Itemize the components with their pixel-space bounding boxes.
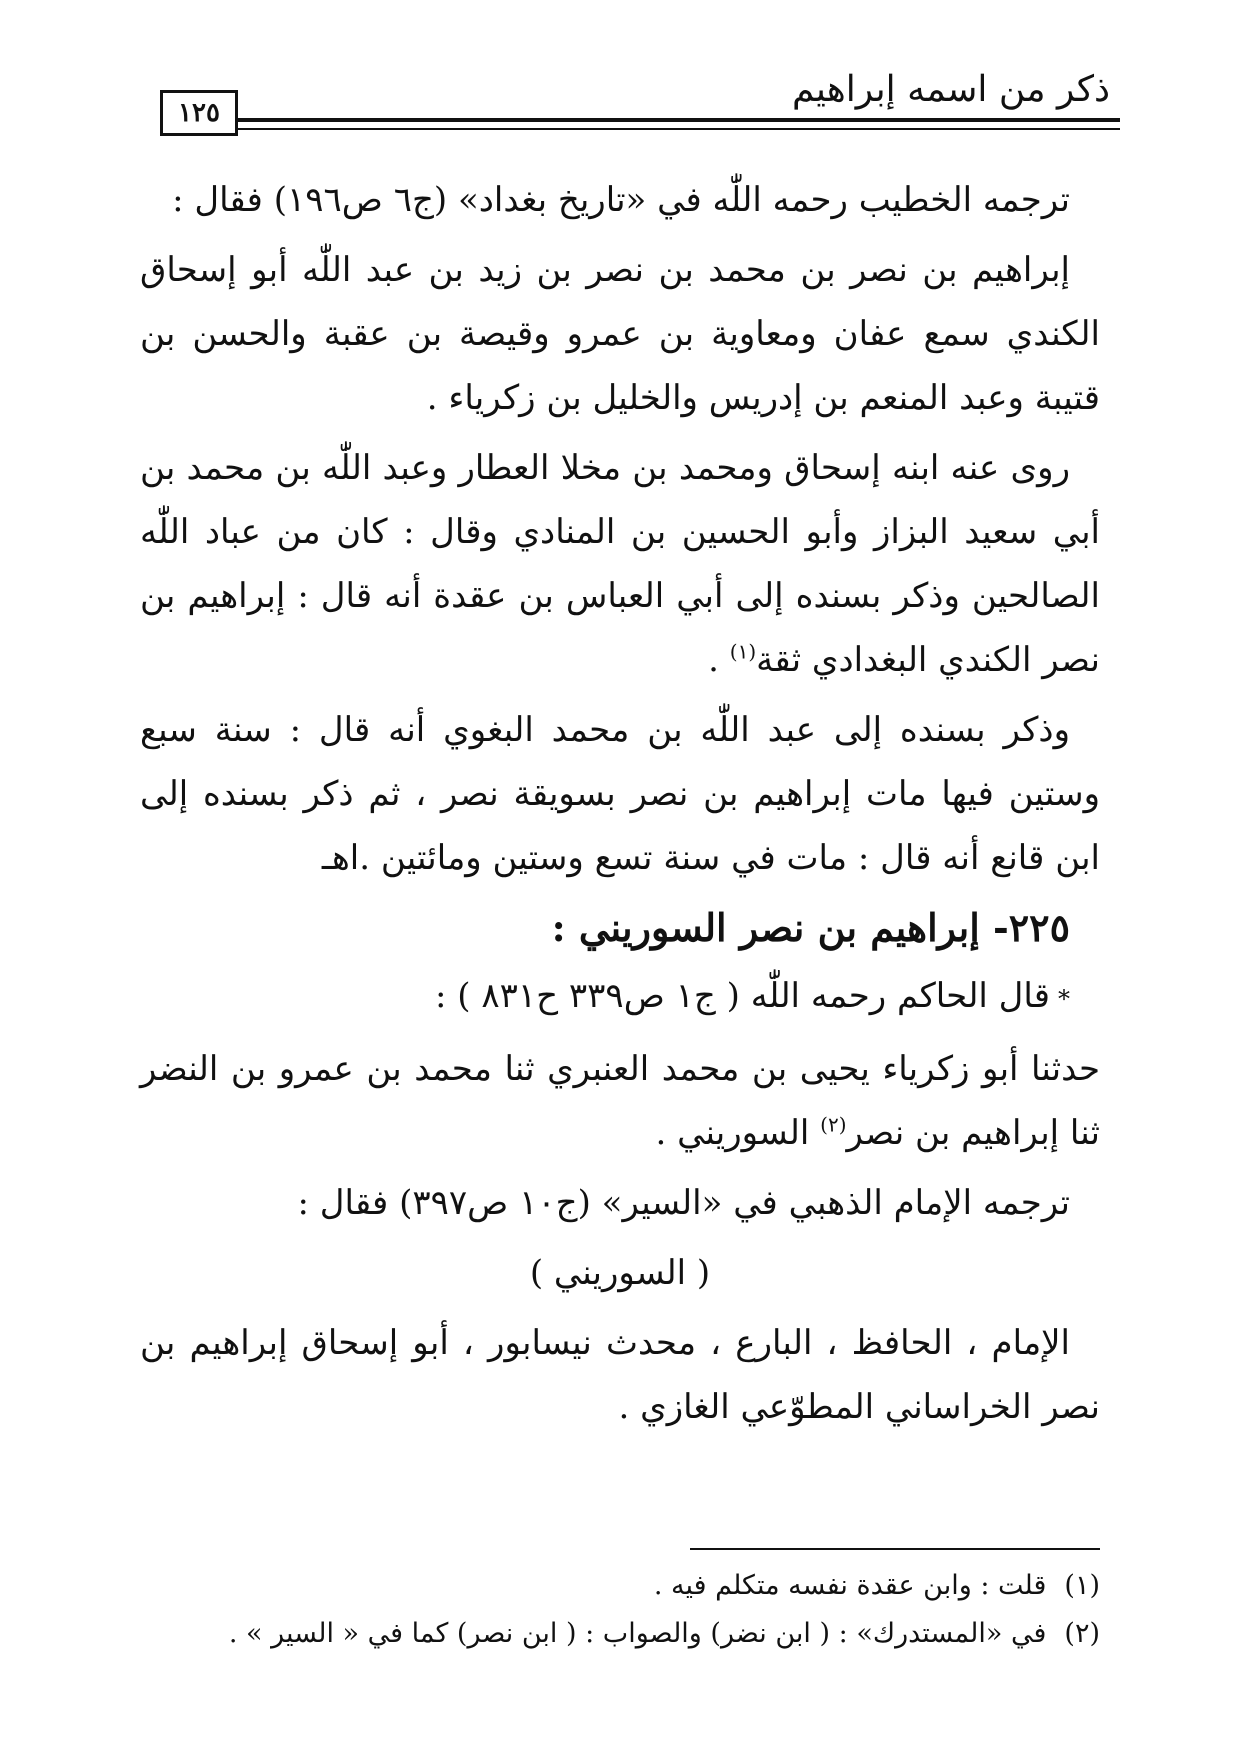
section-title-sourini: ( السوريني ): [529, 1253, 711, 1293]
footnote-2-number: (٢): [1064, 1618, 1100, 1649]
paragraph-narrators-text: روى عنه ابنه إسحاق ومحمد بن مخلا العطار وعبد اللّٰه بن محمد بن أبي سعيد البزاز وأبو الحسين بن المنادي وقال : كان من عباد اللّٰه الصالحين وذكر بسنده إلى أبي العباس بن عقدة أنه قال : إبراهيم بن نصر الكندي البغدادي ثقة: [140, 448, 1100, 680]
running-title: ذكر من اسمه إبراهيم: [791, 69, 1110, 110]
paragraph-ibrahim-bio: إبراهيم بن نصر بن محمد بن نصر بن زيد بن عبد اللّٰه أبو إسحاق الكندي سمع عفان ومعاوية بن عمرو وقيصة بن عقبة والحسن بن قتيبة وعبد المنعم بن إدريس والخليل بن زكرياء .: [140, 250, 1100, 418]
star-marker-icon: *: [1058, 985, 1070, 1013]
paragraph-isnad-text: حدثنا أبو زكرياء يحيى بن محمد العنبري ثنا محمد بن عمرو بن النضر ثنا إبراهيم بن نصر: [140, 1049, 1100, 1153]
footnote-1: [160, 1562, 1100, 1610]
paragraph-khatib-intro: ترجمه الخطيب رحمه اللّٰه في «تاريخ بغداد» (ج٦ ص١٩٦) فقال :: [172, 180, 1070, 220]
footnotes: [160, 1562, 1100, 1658]
footnote-ref-1[interactable]: (١): [729, 639, 757, 664]
footnote-separator: [690, 1548, 1100, 1550]
footnote-1-text: قلت : وابن عقدة نفسه متكلم فيه .: [653, 1570, 1047, 1601]
paragraph-narrators: [140, 436, 1100, 692]
footnote-2: [160, 1610, 1100, 1658]
paragraph-dhahabi-intro: ترجمه الإمام الذهبي في «السير» (ج١٠ ص٣٩٧) فقال :: [297, 1183, 1070, 1223]
paragraph-isnad-end: السوريني .: [655, 1113, 821, 1153]
header-rule-thin: [238, 128, 1120, 130]
paragraph-dhahabi-bio: الإمام ، الحافظ ، البارع ، محدث نيسابور ، أبو إسحاق إبراهيم بن نصر الخراساني المطوّعي الغازي .: [140, 1323, 1100, 1427]
paragraph-hakim: [140, 964, 1100, 1031]
footnote-1-number: (١): [1064, 1570, 1100, 1601]
entry-heading-225: ٢٢٥- إبراهيم بن نصر السوريني :: [551, 905, 1070, 950]
page-header: [160, 68, 1120, 144]
page-number: ١٢٥: [160, 90, 238, 136]
header-rule-thick: [238, 118, 1120, 122]
footnote-ref-2[interactable]: (٢): [820, 1112, 847, 1137]
main-text: [140, 168, 1100, 1445]
footnote-2-text: في «المستدرك» : ( ابن نضر) والصواب : ( ابن نصر) كما في « السير » .: [228, 1618, 1047, 1649]
paragraph-isnad: [140, 1037, 1100, 1165]
paragraph-narrators-end: .: [708, 640, 730, 680]
paragraph-hakim-text: قال الحاكم رحمه اللّٰه ( ج١ ص٣٣٩ ح٨٣١ ) :: [435, 976, 1050, 1016]
paragraph-death: وذكر بسنده إلى عبد اللّٰه بن محمد البغوي أنه قال : سنة سبع وستين فيها مات إبراهيم بن نصر بسويقة نصر ، ثم ذكر بسنده إلى ابن قانع أنه قال : مات في سنة تسع وستين ومائتين .اهـ: [140, 710, 1100, 878]
